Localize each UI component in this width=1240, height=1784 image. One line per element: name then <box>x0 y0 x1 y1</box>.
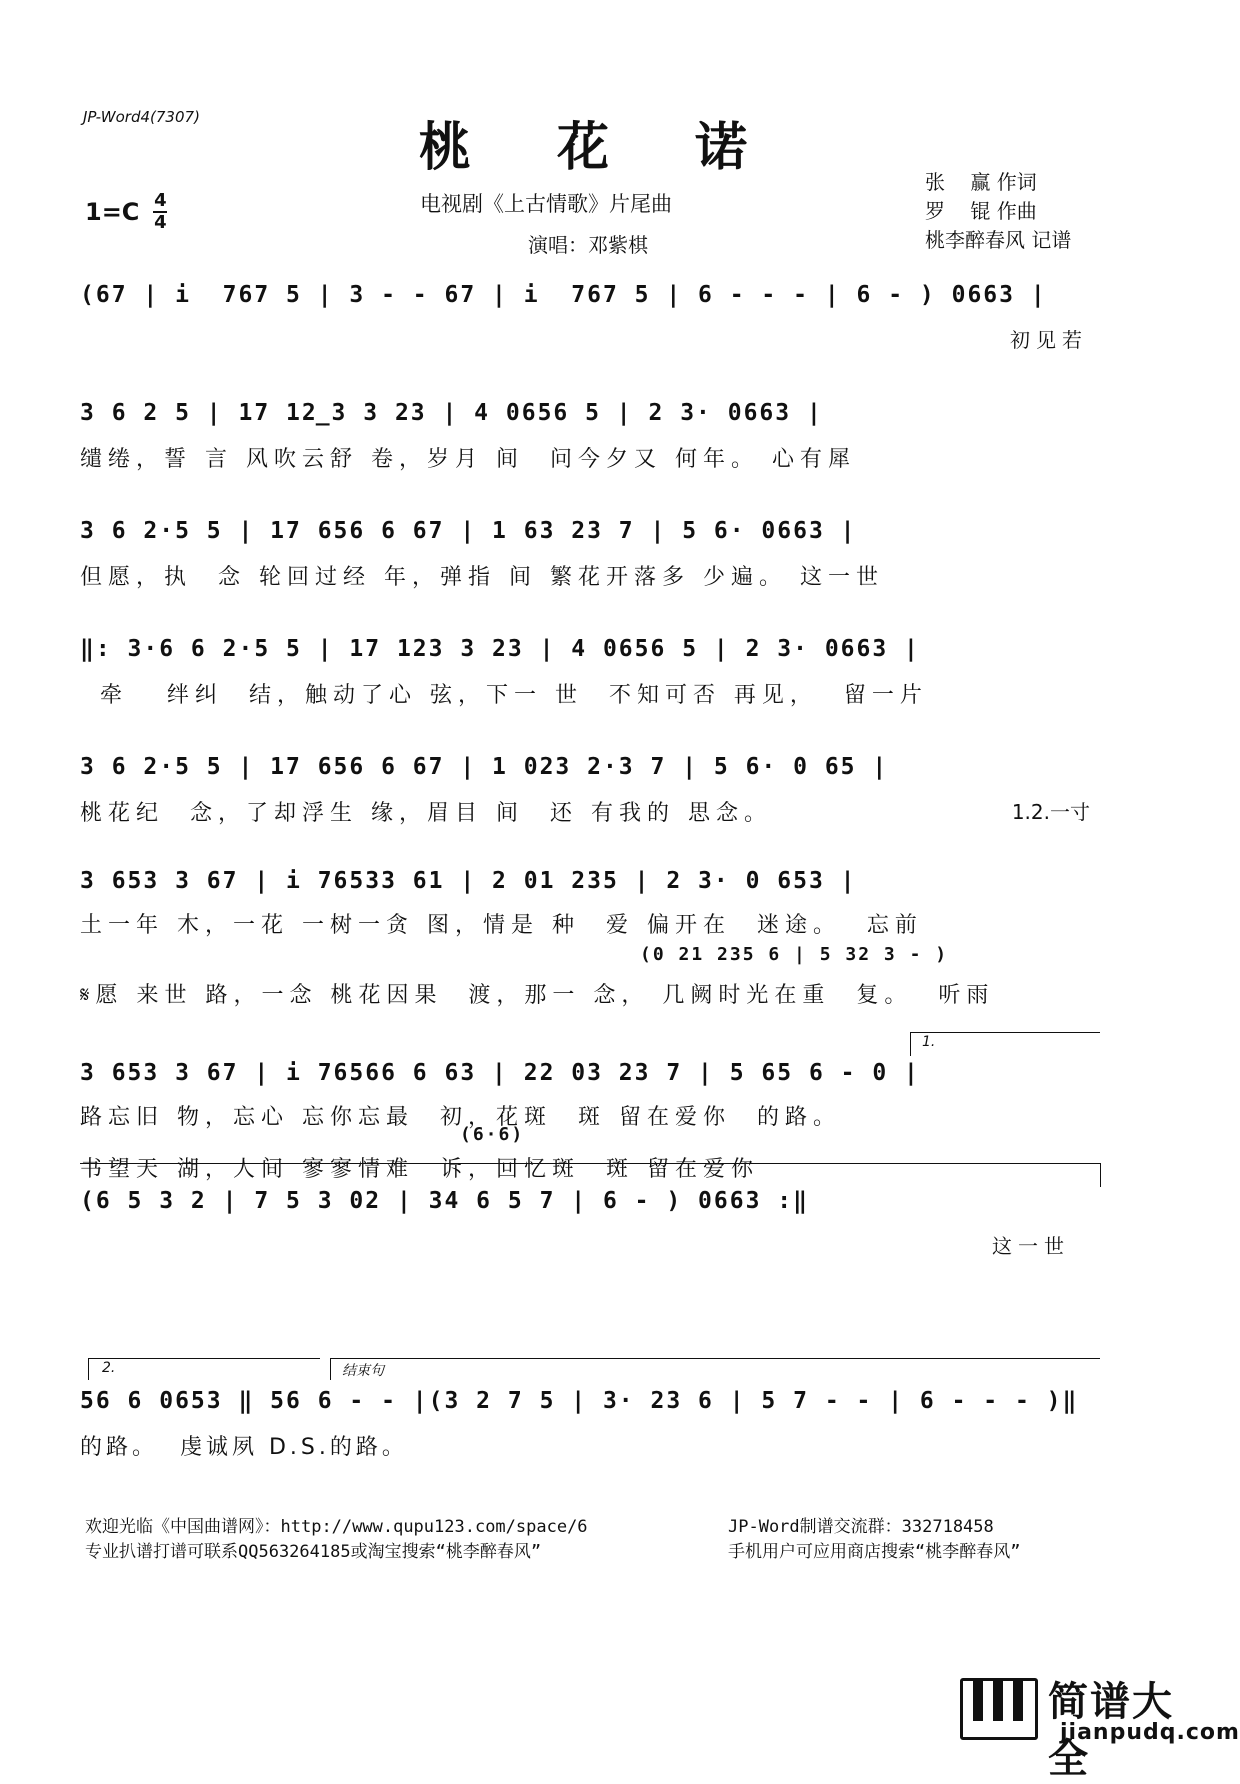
ending-bracket <box>910 1032 1100 1033</box>
notation: (6 5 3 2 | 7 5 3 02 | 34 6 5 7 | 6 - ) 0663 :‖ <box>80 1188 809 1214</box>
first-ending-label: 1. <box>922 1034 936 1050</box>
lyrics: 缱绻，誓 言 风吹云舒 卷，岁月 间 问今夕又 何年。 心有犀 <box>80 447 856 472</box>
notation: 56 6 0653 ‖ 56 6 - - |(3 2 7 5 | 3· 23 6 | 5 7 - - | 6 - - - )‖ <box>80 1388 1079 1414</box>
watermark-name: 简谱大全 <box>1048 1679 1174 1782</box>
lyrics: 初见若 <box>1010 328 1088 352</box>
notation: 3 6 2·5 5 | 17 656 6 67 | 1 63 23 7 | 5 6· 0663 | <box>80 518 857 544</box>
coda-bracket <box>330 1358 1100 1359</box>
lyrics: 牵 绊纠 结，触动了心 弦，下一 世 不知可否 再见， 留一片 <box>100 683 928 708</box>
piano-keys-icon <box>960 1678 1038 1740</box>
section-rule-end <box>1100 1163 1101 1187</box>
lyrics: 但愿，执 念 轮回过经 年，弹指 间 繁花开落多 少遍。 这一世 <box>80 565 884 590</box>
footer-right-line-2: 手机用户可应用商店搜索“桃李醉春风” <box>728 1542 1021 1562</box>
notation: 3 653 3 67 | i 76566 6 63 | 22 03 23 7 | 5 65 6 - 0 | <box>80 1060 920 1086</box>
credit-composer: 罗 锟 作曲 <box>925 199 1037 223</box>
credit-transcriber: 桃李醉春风 记谱 <box>925 228 1072 252</box>
time-signature <box>153 192 167 232</box>
notation: 3 653 3 67 | i 76533 61 | 2 01 235 | 2 3· 0 653 | <box>80 868 857 894</box>
second-ending-label: 2. <box>102 1360 116 1376</box>
second-ending-bracket-side <box>88 1358 89 1380</box>
footer-right-line-1: JP-Word制谱交流群：332718458 <box>728 1517 994 1537</box>
site-watermark <box>960 1670 1240 1782</box>
ending-lyric: 1.2.一寸 <box>1011 800 1090 824</box>
software-tag: JP-Word4(7307) <box>83 108 200 126</box>
lyrics: 路忘旧 物，忘心 忘你忘最 初，花斑 斑 留在爱你 的路。 <box>80 1105 841 1130</box>
song-title: 桃 花 诺 <box>418 117 782 178</box>
lyrics-verse-2: 𝄋愿 来世 路，一念 桃花因果 渡，那一 念， 几阙时光在重 复。 听雨 <box>80 983 995 1008</box>
lyrics: 这一世 <box>992 1234 1070 1258</box>
time-numerator: 4 <box>154 190 167 211</box>
coda-label: 结束句 <box>342 1363 384 1379</box>
alt-notation: (6·6) <box>460 1124 525 1145</box>
credits <box>925 168 1071 255</box>
lyrics: 土一年 木，一花 一树一贪 图，情是 种 爱 偏开在 迷途。 忘前 <box>80 913 923 938</box>
watermark-url: jianpudq.com <box>1060 1720 1240 1745</box>
lyrics: 桃花纪 念，了却浮生 缘，眉目 间 还 有我的 思念。 <box>80 801 772 826</box>
notation: 3 6 2 5 | 17 12̲3 3 23 | 4 0656 5 | 2 3· 0663 | <box>80 400 823 426</box>
key-signature: 1=C <box>85 198 140 226</box>
footer-left-line-2: 专业扒谱打谱可联系QQ563264185或淘宝搜索“桃李醉春风” <box>85 1542 542 1562</box>
time-denominator: 4 <box>154 212 167 233</box>
subtitle: 电视剧《上古情歌》片尾曲 <box>420 192 672 216</box>
footer-left-line-1: 欢迎光临《中国曲谱网》：http://www.qupu123.com/space/6 <box>85 1517 588 1537</box>
interlude-notation: (0 21 235 6 | 5 32 3 - ) <box>640 944 949 965</box>
key-time-signature <box>85 192 167 232</box>
notation: ‖: 3·6 6 2·5 5 | 17 123 3 23 | 4 0656 5 | 2 3· 0663 | <box>80 636 920 662</box>
singer: 演唱：邓紫棋 <box>528 233 648 257</box>
lyrics-verse-2: 书望天 湖，人间 寥寥情难 诉，回忆斑 斑 留在爱你 <box>80 1157 759 1182</box>
ending-bracket-side <box>910 1032 911 1056</box>
lyrics: 的路。 虔诚夙 D.S.的路。 <box>80 1435 408 1460</box>
coda-bracket-side <box>330 1358 331 1380</box>
footer-right <box>728 1515 1020 1565</box>
credit-lyricist: 张 赢 作词 <box>925 170 1037 194</box>
section-rule <box>80 1163 1100 1164</box>
notation: (67 | i 767 5 | 3 - - 67 | i 767 5 | 6 - - - | 6 - ) 0663 | <box>80 282 1047 308</box>
notation: 3 6 2·5 5 | 17 656 6 67 | 1 023 2·3 7 | 5 6· 0 65 | <box>80 754 889 780</box>
footer-left <box>85 1515 588 1565</box>
second-ending-bracket <box>88 1358 320 1359</box>
